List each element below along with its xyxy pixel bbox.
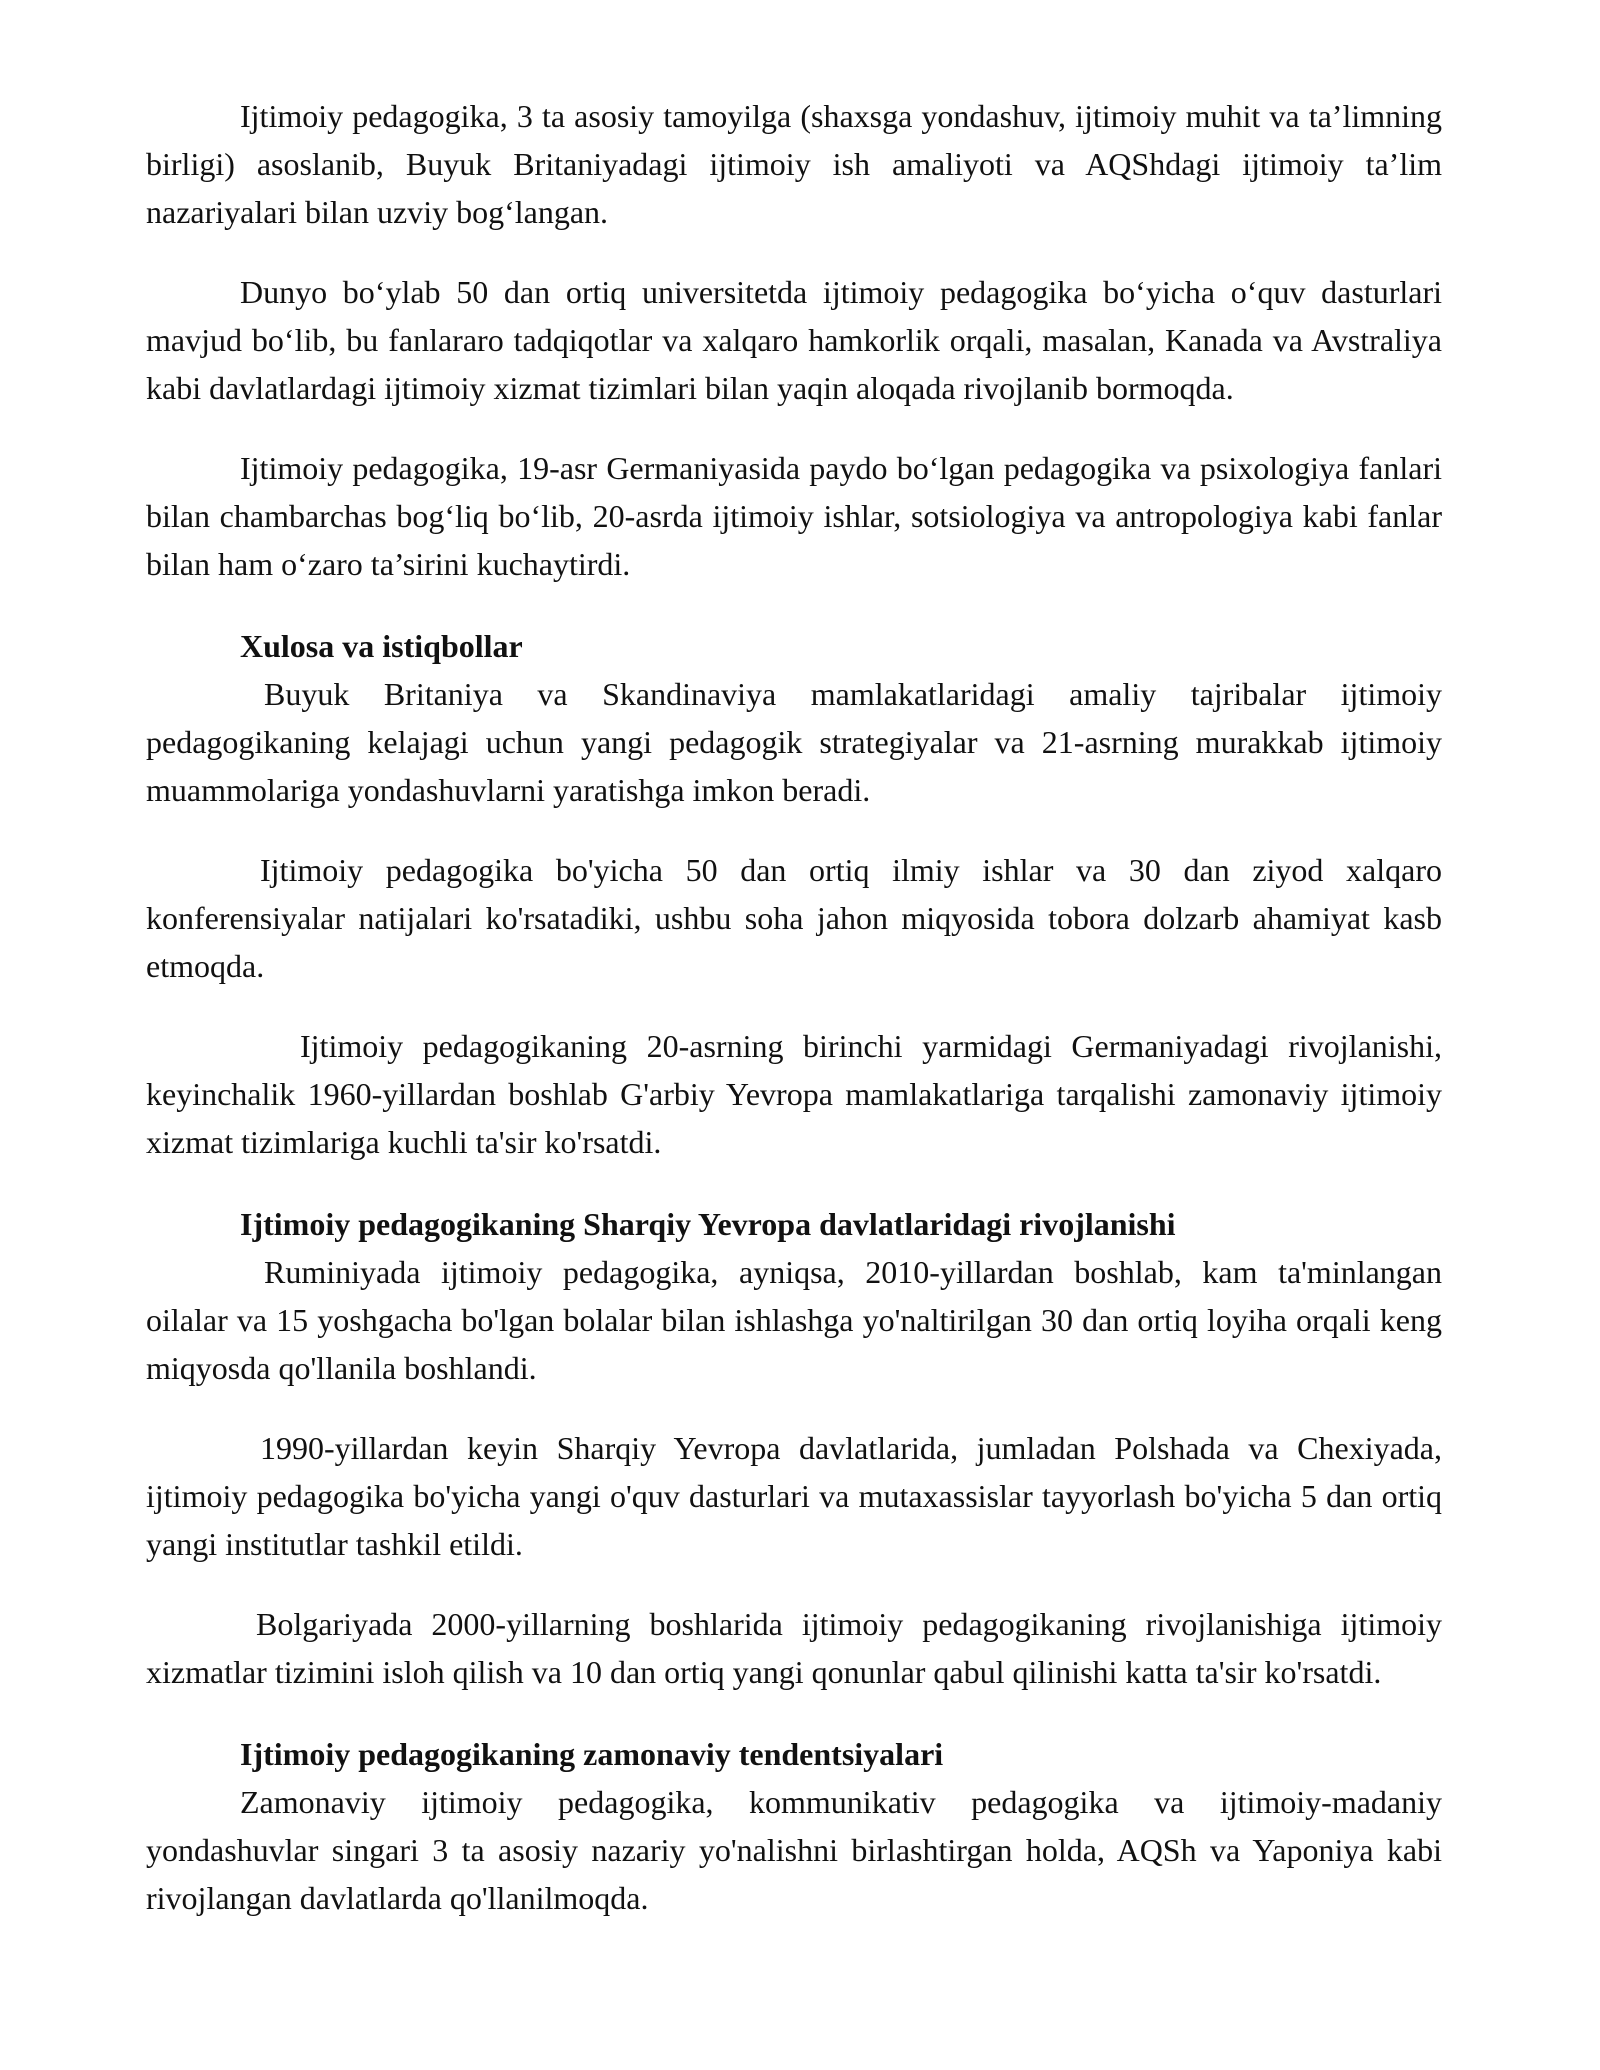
- paragraph-2: Dunyo bo‘ylab 50 dan ortiq universitetda ijtimoiy pedagogika bo‘yicha o‘quv dasturlari mavjud bo‘lib, bu fanlararo tadqiqotlar va xalqaro hamkorlik orqali, masalan, Kanada va Avstraliya kabi davlatlardagi ijtimoiy xizmat tizimlari bilan yaqin aloqada rivojlanib bormoqda.: [146, 274, 1442, 406]
- paragraph-1: Ijtimoiy pedagogika, 3 ta asosiy tamoyilga (shaxsga yondashuv, ijtimoiy muhit va ta’limning birligi) asoslanib, Buyuk Britaniyadagi ijtimoiy ish amaliyoti va AQShdagi ijtimoiy ta’lim nazariyalari bilan uzviy bog‘langan.: [146, 98, 1442, 230]
- section-heading-eastern-europe: Ijtimoiy pedagogikaning Sharqiy Yevropa davlatlaridagi rivojlanishi: [240, 1206, 1176, 1242]
- paragraph-3: Ijtimoiy pedagogika, 19-asr Germaniyasida paydo bo‘lgan pedagogika va psixologiya fanlari bilan chambarchas bog‘liq bo‘lib, 20-asrda ijtimoiy ishlar, sotsiologiya va antropologiya kabi fanlar bilan ham o‘zaro ta’sirini kuchaytirdi.: [146, 450, 1442, 582]
- paragraph-9: Bolgariyada 2000-yillarning boshlarida ijtimoiy pedagogikaning rivojlanishiga ijtimoiy xizmatlar tizimini isloh qilish va 10 dan ortiq yangi qonunlar qabul qilinishi katta ta'sir ko'rsatdi.: [146, 1606, 1442, 1690]
- paragraph-8: 1990-yillardan keyin Sharqiy Yevropa davlatlarida, jumladan Polshada va Chexiyada, ijtimoiy pedagogika bo'yicha yangi o'quv dasturlari va mutaxassislar tayyorlash bo'yicha 5 dan ortiq yangi institutlar tashkil etildi.: [146, 1430, 1442, 1562]
- section-heading-conclusions: Xulosa va istiqbollar: [240, 628, 523, 664]
- document-page: [146, 92, 1442, 1954]
- paragraph-10: Zamonaviy ijtimoiy pedagogika, kommunikativ pedagogika va ijtimoiy-madaniy yondashuvlar singari 3 ta asosiy nazariy yo'nalishni birlashtirgan holda, AQSh va Yaponiya kabi rivojlangan davlatlarda qo'llanilmoqda.: [146, 1784, 1442, 1916]
- paragraph-4: Buyuk Britaniya va Skandinaviya mamlakatlaridagi amaliy tajribalar ijtimoiy pedagogikaning kelajagi uchun yangi pedagogik strategiyalar va 21-asrning murakkab ijtimoiy muammolariga yondashuvlarni yaratishga imkon beradi.: [146, 676, 1442, 808]
- paragraph-7: Ruminiyada ijtimoiy pedagogika, ayniqsa, 2010-yillardan boshlab, kam ta'minlangan oilalar va 15 yoshgacha bo'lgan bolalar bilan ishlashga yo'naltirilgan 30 dan ortiq loyiha orqali keng miqyosda qo'llanila boshlandi.: [146, 1254, 1442, 1386]
- section-heading-modern-trends: Ijtimoiy pedagogikaning zamonaviy tendentsiyalari: [240, 1736, 944, 1772]
- paragraph-5: Ijtimoiy pedagogika bo'yicha 50 dan ortiq ilmiy ishlar va 30 dan ziyod xalqaro konferensiyalar natijalari ko'rsatadiki, ushbu soha jahon miqyosida tobora dolzarb ahamiyat kasb etmoqda.: [146, 852, 1442, 984]
- paragraph-6: Ijtimoiy pedagogikaning 20-asrning birinchi yarmidagi Germaniyadagi rivojlanishi, keyinchalik 1960-yillardan boshlab G'arbiy Yevropa mamlakatlariga tarqalishi zamonaviy ijtimoiy xizmat tizimlariga kuchli ta'sir ko'rsatdi.: [146, 1028, 1442, 1160]
